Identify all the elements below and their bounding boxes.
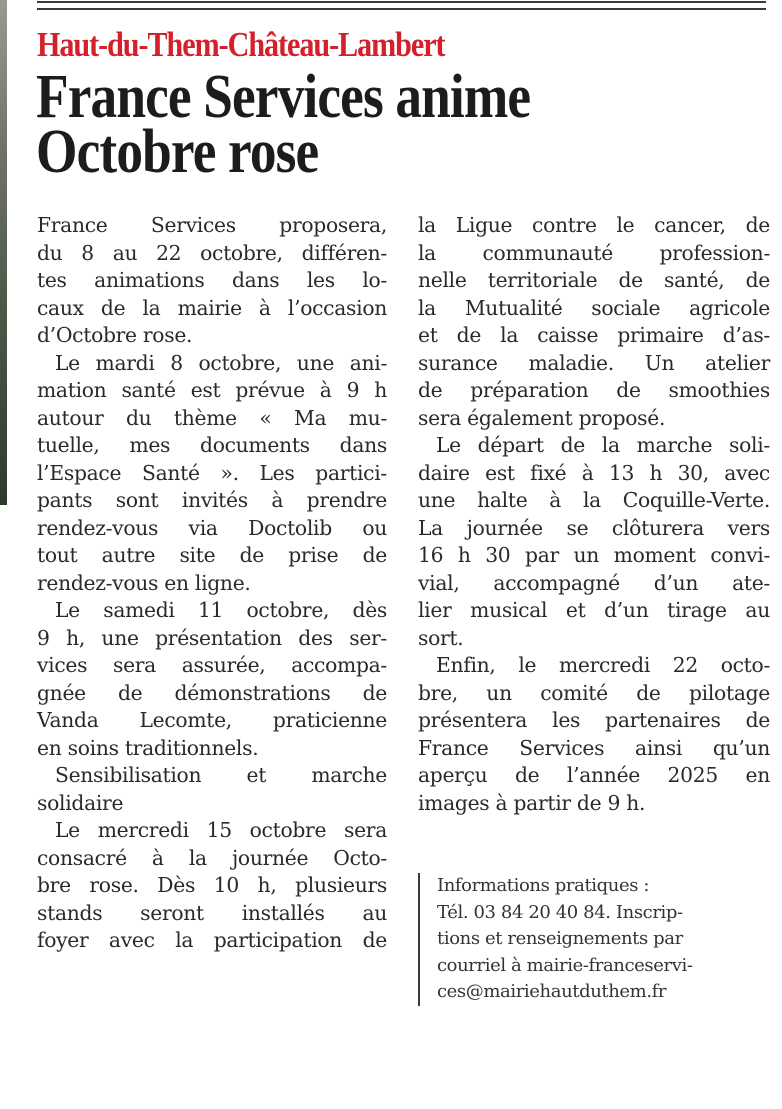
body-text-line: nelle territoriale de santé, de — [418, 268, 770, 292]
body-text-line: présentera les partenaires de — [418, 708, 770, 732]
headline-line: Octobre rose — [36, 118, 319, 186]
body-text-line: Sensibilisation et marche — [55, 763, 387, 787]
info-phone-line: Tél. 03 84 20 40 84. Inscrip- — [437, 901, 683, 923]
body-text-line: en soins traditionnels. — [37, 735, 259, 760]
body-text-line: rendez-vous en ligne. — [37, 570, 251, 595]
body-text-line: France Services proposera, — [37, 213, 387, 237]
body-text-line: aperçu de l’année 2025 en — [418, 763, 770, 787]
body-text-line: bre rose. Dès 10 h, plusieurs — [37, 873, 387, 897]
body-text-line: 9 h, une présentation des ser- — [37, 625, 387, 650]
body-text-line: Le mercredi 15 octobre sera — [55, 818, 387, 842]
second-rule — [37, 8, 766, 10]
body-text-line: daire est fixé à 13 h 30, avec — [418, 460, 770, 485]
info-heading: Informations pratiques : — [437, 875, 650, 896]
body-column-left — [37, 212, 387, 955]
body-text-line: sort. — [418, 625, 464, 650]
body-text-line: Enfin, le mercredi 22 octo- — [436, 653, 770, 677]
body-text-line: rendez-vous via Doctolib ou — [37, 515, 387, 540]
body-text-line: tuelle, mes documents dans — [37, 433, 387, 457]
body-text-line: La journée se clôturera vers — [418, 515, 770, 540]
body-text-line: caux de la mairie à l’occasion — [37, 295, 387, 320]
body-text-line: la communauté profession- — [418, 240, 770, 265]
body-text-line: stands seront installés au — [37, 900, 387, 925]
body-text-line: sera également proposé. — [418, 405, 666, 430]
body-text-line: tout autre site de prise de — [37, 543, 387, 567]
body-text-line: consacré à la journée Octo- — [37, 845, 387, 870]
body-text-line: vices sera assurée, accompa- — [37, 653, 387, 677]
body-text-line: foyer avec la participation de — [37, 928, 387, 952]
headline-line: France Services anime — [36, 63, 531, 131]
body-text-line: d’Octobre rose. — [37, 323, 193, 347]
body-text-line: bre, un comité de pilotage — [418, 680, 770, 705]
body-text-line: Le départ de la marche soli- — [436, 433, 770, 457]
body-text-line: images à partir de 9 h. — [418, 790, 646, 815]
body-text-line: solidaire — [37, 790, 124, 815]
body-text-line: l’Espace Santé ». Les partici- — [37, 460, 387, 485]
body-text-line: et de la caisse primaire d’as- — [418, 323, 770, 347]
article-kicker: Haut-du-Them-Château-Lambert — [37, 25, 445, 64]
top-rule — [37, 1, 766, 3]
body-text-line: tes animations dans les lo- — [37, 268, 387, 292]
body-text-line: de préparation de smoothies — [418, 378, 770, 402]
body-text-line: gnée de démonstrations de — [37, 680, 387, 705]
body-text-line: surance maladie. Un atelier — [418, 350, 770, 375]
body-text-line: lier musical et d’un tirage au — [418, 598, 770, 622]
body-text-line: vial, accompagné d’un ate- — [418, 570, 770, 595]
info-line: tions et renseignements par — [437, 928, 683, 949]
info-email-line: courriel à mairie-franceservi- — [437, 954, 693, 976]
body-text-line: France Services ainsi qu’un — [418, 735, 770, 760]
body-text-line: la Ligue contre le cancer, de — [418, 213, 770, 237]
body-text-line: pants sont invités à prendre — [37, 488, 387, 512]
body-text-line: du 8 au 22 octobre, différen- — [37, 240, 387, 265]
body-text-line: Le samedi 11 octobre, dès — [55, 598, 387, 622]
practical-info-box — [418, 873, 782, 1006]
body-text-line: la Mutualité sociale agricole — [418, 295, 770, 320]
body-text-line: 16 h 30 par un moment convi- — [418, 543, 770, 567]
body-text-line: Vanda Lecomte, praticienne — [37, 708, 387, 732]
body-text-line: autour du thème « Ma mu- — [37, 405, 387, 430]
article-headline — [36, 63, 531, 186]
adjacent-photo-edge — [0, 0, 7, 505]
info-email-line: ces@mairiehautduthem.fr — [437, 981, 667, 1002]
body-text-line: une halte à la Coquille-Verte. — [418, 488, 770, 512]
body-column-right — [418, 212, 770, 817]
body-text-line: mation santé est prévue à 9 h — [37, 378, 387, 402]
body-text-line: Le mardi 8 octobre, une ani- — [55, 350, 387, 375]
